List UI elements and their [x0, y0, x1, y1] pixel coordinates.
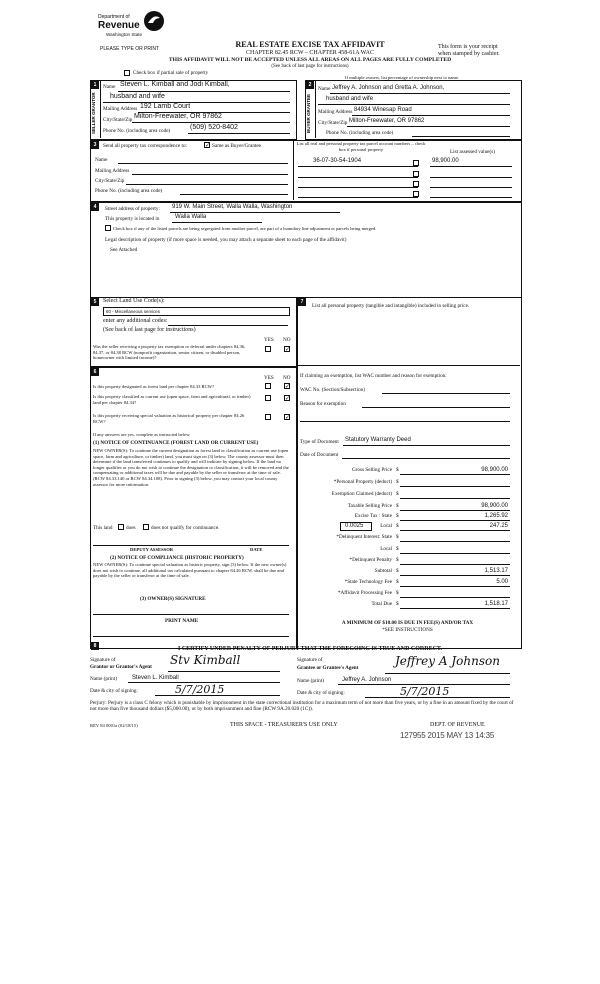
- buyer-name[interactable]: Jeffrey A. Johnson and Gretta A. Johnson,: [332, 85, 445, 91]
- grantee-name-label: Name (print): [297, 678, 324, 684]
- grantor-date-label: Date & city of signing:: [90, 688, 138, 694]
- form-chapter: CHAPTER 82.45 RCW – CHAPTER 458-61A WAC: [246, 50, 374, 56]
- partial-sale-checkbox[interactable]: [124, 70, 130, 76]
- taxable-label: Taxable Selling Price: [347, 503, 392, 509]
- receipt-note1: This form is your receipt: [438, 44, 498, 50]
- subtotal-label: Subtotal: [374, 568, 392, 574]
- grantor-signature[interactable]: Stv Kimball: [170, 653, 241, 667]
- tech-fee-label: *State Technology Fee: [344, 579, 392, 585]
- sec6-no-header: NO: [283, 375, 291, 381]
- corr-mailing-label: Mailing Address: [95, 168, 130, 174]
- dept-line3: Washington State: [106, 32, 143, 37]
- local-rate-value: 0.0025: [345, 523, 364, 529]
- land-use-title: Select Land Use Code(s):: [103, 298, 165, 304]
- buyer-mailing-label: Mailing Address: [318, 109, 353, 115]
- seller-phone-label: Phone No. (including area code): [103, 128, 171, 134]
- total-due-value[interactable]: 1,518.17: [484, 601, 508, 607]
- reason-label: Reason for exemption: [300, 401, 346, 407]
- dollar-sign: $: [396, 503, 399, 509]
- current-use-question: Is this property classified as current use (open space, farm and agricultural, or timber) land per chapter 84.34?: [93, 394, 251, 405]
- land-use-code-field[interactable]: [103, 307, 290, 316]
- seller-city-label: City/State/Zip: [103, 117, 133, 123]
- doc-type-label: Type of Document: [300, 439, 339, 445]
- sec5-yes-header: YES: [264, 337, 274, 343]
- dollar-sign: $: [396, 579, 399, 585]
- treasurer-use-only: THIS SPACE - TREASURER'S USE ONLY: [230, 722, 338, 728]
- seller-mailing[interactable]: 192 Lamb Court: [140, 103, 191, 110]
- excise-state-label: Excise Tax : State: [354, 513, 392, 519]
- minimum-due-note: A MINIMUM OF $10.00 IS DUE IN FEE(S) AND/OR TAX: [341, 620, 474, 626]
- additional-codes-label: enter any additional codes:: [103, 318, 168, 324]
- grantee-sig-label1: Signature of: [297, 657, 323, 663]
- doc-date-label: Date of Document: [300, 452, 339, 458]
- section1-number: 1: [91, 81, 99, 89]
- affidavit-fee-label: *Affidavit Processing Fee: [337, 590, 392, 596]
- seller-city[interactable]: Milton-Freewater, OR 97862: [134, 113, 222, 120]
- dollar-sign: $: [396, 590, 399, 596]
- receipt-note2: when stamped by cashier.: [438, 51, 500, 57]
- grantee-name[interactable]: Jeffrey A. Johnson: [342, 677, 392, 683]
- notice2-body: NEW OWNER(S): To continue special valuation as historic property, sign (3) below. If the new owner(s) does not wish to continue, all additional tax calculated pursuant to chapter 84.26 RCW, shall be due and payable by the seller or transferor at the time of sale.: [93, 562, 287, 579]
- personal-property-note: List all personal property (tangible and intangible) included in selling price.: [312, 303, 470, 309]
- dollar-sign: $: [396, 546, 399, 552]
- dollar-sign: $: [396, 523, 399, 529]
- personal-property-checkbox-4[interactable]: [413, 191, 419, 197]
- legal-description[interactable]: See Attached: [110, 247, 138, 253]
- receipt-stamp-number: 127955 2015 MAY 13 14:35: [400, 731, 495, 740]
- buyer-mailing[interactable]: 84934 Winesap Road: [354, 107, 412, 113]
- notice1-title: (1) NOTICE OF CONTINUANCE (FOREST LAND OR CURRENT USE): [93, 440, 259, 446]
- parcel-number-1[interactable]: 36-07-30-54-1904: [313, 158, 362, 164]
- seller-name[interactable]: Steven L. Kimball and Jodi Kimball,: [120, 81, 230, 88]
- dollar-sign: $: [396, 479, 399, 485]
- forest-land-question: Is this property designated as forest land per chapter 84.33 RCW?: [93, 384, 215, 389]
- print-name-label: PRINT NAME: [165, 618, 199, 624]
- legal-label: Legal description of property (if more space is needed, you may attach a separate sheet to each page of the affidavit): [105, 237, 347, 243]
- revision-number: REV 84 0001a (02/18/15): [90, 723, 138, 728]
- street-label: Street address of property:: [105, 206, 160, 212]
- section4-number: 4: [91, 203, 99, 211]
- same-as-buyer-checkbox[interactable]: ✓: [205, 142, 211, 149]
- wac-label: WAC No. (Section/Subsection): [300, 387, 365, 393]
- local-label: Local: [380, 523, 392, 529]
- historic-question: Is this property receiving special valuation as historical property per chapter 84.26 RCW?: [93, 413, 245, 424]
- grantor-date[interactable]: 5/7/2015: [175, 683, 225, 696]
- land-use-see-back: (See back of last page for instructions): [103, 327, 196, 333]
- corr-name-label: Name: [95, 157, 108, 163]
- gross-value[interactable]: 98,900.00: [481, 467, 508, 473]
- perjury-statement: Perjury: Perjury is a class C felony which is punishable by imprisonment in the state correctional institution for a maximum term of not more than five years, or by a fine in an amount fixed by the court of not more than five thousand dollars ($5,000.00), or by both imprisonment and fine (RCW 9A.20.020 (1C)).: [90, 700, 514, 713]
- form-title: REAL ESTATE EXCISE TAX AFFIDAVIT: [235, 40, 385, 49]
- subtotal-value[interactable]: 1,513.17: [484, 568, 508, 574]
- multiple-owners-note: If multiple owners, list percentage of ownership next to name.: [345, 75, 460, 80]
- section7-number: 7: [298, 298, 306, 306]
- assessed-value-1[interactable]: 98,900.00: [432, 158, 459, 164]
- dollar-sign: $: [396, 534, 399, 540]
- grantor-sig-label2: Grantor or Grantor's Agent: [90, 664, 152, 670]
- personal-deduct-label: *Personal Property (deduct): [333, 479, 392, 485]
- dept-revenue-stamp: DEPT. OF REVENUE: [430, 722, 485, 728]
- see-instructions: *SEE INSTRUCTIONS: [382, 627, 433, 633]
- buyer-city-label: City/State/Zip: [318, 120, 348, 126]
- local-rate-field[interactable]: [340, 522, 372, 531]
- grantee-sig-label2: Grantee or Grantee's Agent: [297, 665, 359, 671]
- seller-phone[interactable]: (509) 520-8402: [190, 124, 238, 131]
- partial-sale-label: Check box if partial sale of property: [133, 70, 209, 76]
- sec6-yes-header: YES: [264, 375, 274, 381]
- historic-yes-checkbox[interactable]: [265, 414, 271, 420]
- exemption-deduct-label: Exemption Claimed (deduct): [331, 491, 392, 497]
- corr-city-label: City/State/Zip: [95, 178, 125, 184]
- delinquent-local-label: Local: [380, 546, 392, 552]
- exemption-question: Was the seller receiving a property tax exemption or deferral under chapters 84.36, 84.37, or 84.38 RCW (nonprofit organization, senior citizen, or disabled person, homeowner with limited income)?: [93, 344, 246, 361]
- forest-no-checkbox[interactable]: ✓: [285, 383, 291, 390]
- notice1-body: NEW OWNER(S): To continue the current designation as forest land or classification as current use (open space, farm and agriculture, or timber) land, you must sign on (3) below. The county assessor must then determine if the land transferred continues to qualify and will indicate by signing below. If the land no longer qualifies or you do not wish to continue the designation or classification, it will be removed and the compensating or additional taxes will be due and payable by the seller or transferor at the time of sale. (RCW 84.33.140 or RCW 84.34.108). Prior to signing (3) below, you may contact your local county assessor for more information.: [93, 448, 289, 487]
- delinquent-penalty-label: *Delinquent Penalty: [349, 557, 392, 563]
- sec5-no-header: NO: [283, 337, 291, 343]
- segregated-checkbox[interactable]: [105, 225, 111, 231]
- grantee-date-label: Date & city of signing:: [297, 690, 345, 696]
- personal-property-checkbox-1[interactable]: [413, 160, 419, 166]
- see-back-instr: (See back of last page for instructions): [271, 64, 349, 69]
- grantee-date[interactable]: 5/7/2015: [400, 685, 450, 698]
- dor-logo: [98, 10, 173, 44]
- buyer-side-label: BUYER GRANTEE: [306, 93, 311, 133]
- buyer-name-label: Name: [318, 86, 331, 92]
- parcels-header: List all real and personal property tax parcel account numbers – check box if personal property: [296, 141, 426, 152]
- section6-number: 6: [91, 368, 99, 376]
- dollar-sign: $: [396, 513, 399, 519]
- doc-type-value[interactable]: Statutory Warranty Deed: [345, 437, 411, 443]
- dept-line1: Department of: [98, 14, 130, 20]
- grantee-signature[interactable]: Jeffrey A Johnson: [395, 654, 500, 668]
- certify-statement: I CERTIFY UNDER PENALTY OF PERJURY THAT THE FOREGOING IS TRUE AND CORRECT.: [177, 646, 442, 652]
- this-land-label: This land: [93, 525, 113, 531]
- seller-side-label: SELLER GRANTOR: [91, 92, 96, 134]
- deputy-assessor-label: DEPUTY ASSESSOR: [130, 547, 174, 552]
- dollar-sign: $: [396, 467, 399, 473]
- owner-signature-label: (3) OWNER(S) SIGNATURE: [140, 596, 206, 602]
- assessed-header: List assessed value(s): [450, 149, 495, 155]
- land-use-code: 60 - Miscellaneous services: [106, 309, 160, 314]
- personal-property-checkbox-2[interactable]: [413, 171, 419, 177]
- street-address[interactable]: 919 W. Main Street, Walla Walla, Washington: [172, 204, 293, 210]
- buyer-city[interactable]: Milton-Freewater, OR 97862: [349, 118, 425, 124]
- section3-number: 3: [91, 141, 99, 149]
- dollar-sign: $: [396, 491, 399, 497]
- does-not-qualify-checkbox[interactable]: [143, 524, 149, 530]
- dept-line2: Revenue: [98, 20, 140, 31]
- section5-number: 5: [91, 298, 99, 306]
- located-label: This property is located in: [105, 216, 160, 222]
- current-use-no-checkbox[interactable]: ✓: [285, 395, 291, 402]
- notice2-title: (2) NOTICE OF COMPLIANCE (HISTORIC PROPERTY): [110, 555, 244, 561]
- buyer-name2[interactable]: husband and wife: [326, 96, 374, 102]
- delinquent-state-label: *Delinquent Interest: State: [336, 534, 392, 540]
- current-use-yes-checkbox[interactable]: [265, 395, 271, 401]
- wac-question: If claiming an exemption, list WAC number and reason for exemption:: [300, 373, 447, 379]
- total-due-label: Total Due: [371, 601, 392, 607]
- dollar-sign: $: [396, 557, 399, 563]
- grantor-sig-label1: Signature of: [90, 657, 116, 663]
- form-warning: THIS AFFIDAVIT WILL NOT BE ACCEPTED UNLESS ALL AREAS ON ALL PAGES ARE FULLY COMPLETED: [168, 57, 452, 63]
- section8-number: 8: [91, 642, 99, 650]
- excise-state-value[interactable]: 1,265.92: [484, 513, 508, 519]
- dor-logo-icon: [143, 10, 165, 32]
- taxable-value[interactable]: 98,900.00: [481, 503, 508, 509]
- seller-mailing-label: Mailing Address: [103, 106, 138, 112]
- same-as-buyer-label: Same as Buyer/Grantee: [212, 143, 261, 149]
- section6-box: [90, 367, 297, 649]
- deputy-date-label: DATE: [250, 547, 263, 552]
- buyer-phone-label: Phone No. (including area code): [326, 130, 394, 136]
- tech-fee-value[interactable]: 5.00: [496, 579, 508, 585]
- grantor-name[interactable]: Steven L. Kimball: [132, 675, 179, 681]
- section2-number: 2: [306, 81, 314, 89]
- correspondence-label: Send all property tax correspondence to:: [103, 143, 187, 149]
- local-value[interactable]: 247.25: [489, 523, 508, 529]
- does-not-label: does not qualify for continuance.: [151, 525, 220, 531]
- grantor-name-label: Name (print): [90, 676, 117, 682]
- if-yes-note: If any answers are yes, complete as instructed below.: [93, 432, 191, 437]
- exemption-yes-checkbox[interactable]: [265, 346, 271, 352]
- does-label: does: [126, 525, 136, 531]
- gross-label: Gross Selling Price: [351, 467, 392, 473]
- forest-yes-checkbox[interactable]: [265, 383, 271, 389]
- dollar-sign: $: [396, 601, 399, 607]
- corr-phone-label: Phone No. (including area code): [95, 188, 163, 194]
- exemption-no-checkbox[interactable]: ✓: [285, 346, 291, 353]
- seller-name2[interactable]: husband and wife: [110, 93, 165, 100]
- dollar-sign: $: [396, 568, 399, 574]
- segregated-label: Check box if any of the listed parcels are being segregated from another parcel, are part of a boundary line adjustment or parcels being merged.: [113, 226, 377, 231]
- print-note: PLEASE TYPE OR PRINT: [100, 46, 160, 52]
- seller-name-label: Name: [103, 84, 116, 90]
- located-county[interactable]: Walla Walla: [175, 214, 207, 220]
- does-qualify-checkbox[interactable]: [118, 524, 124, 530]
- historic-no-checkbox[interactable]: ✓: [285, 414, 291, 421]
- personal-property-checkbox-3[interactable]: [413, 181, 419, 187]
